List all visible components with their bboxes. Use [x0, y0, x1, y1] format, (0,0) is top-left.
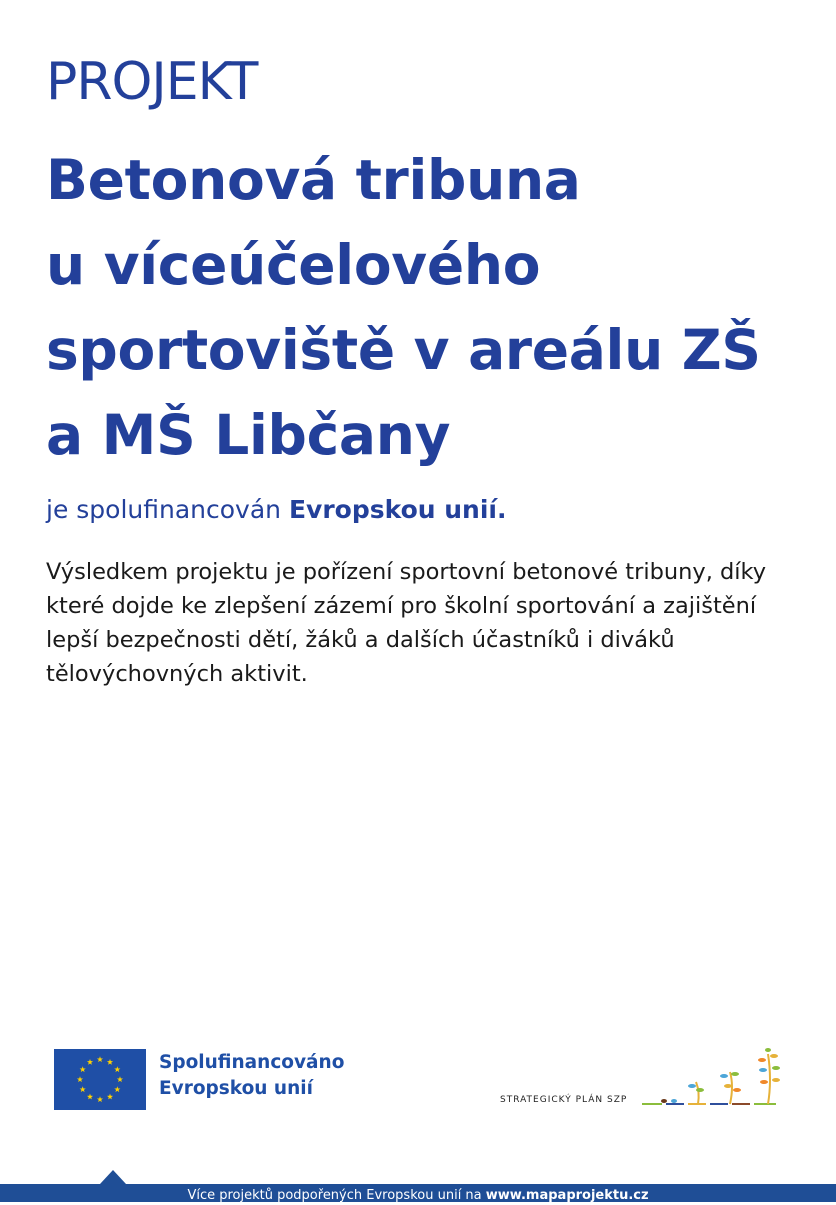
project-kicker: PROJEKT: [46, 52, 258, 112]
description-line: Výsledkem projektu je pořízení sportovní betonové tribuny, díky: [46, 559, 767, 585]
eu-label-line: Spolufinancováno: [159, 1052, 345, 1073]
eu-label-line: Evropskou unií: [159, 1078, 313, 1099]
title-line: a MŠ Libčany: [46, 403, 451, 467]
description-line: lepší bezpečnosti dětí, žáků a dalších účastníků i diváků: [46, 627, 675, 653]
footer-prefix: Více projektů podpořených Evropskou unií na: [187, 1188, 486, 1203]
eu-flag-icon: [54, 1049, 146, 1110]
sprouts-logo-icon: [640, 1046, 790, 1112]
footer-notch: [100, 1170, 126, 1184]
eu-cofinanced-label: [159, 1050, 344, 1102]
szp-logo-text: STRATEGICKÝ PLÁN SZP: [500, 1095, 628, 1105]
project-description: [46, 555, 816, 691]
project-title: [46, 138, 816, 478]
description-line: tělovýchovných aktivit.: [46, 661, 308, 687]
title-line: Betonová tribuna: [46, 148, 581, 212]
cofinancing-emphasis: Evropskou unií.: [288, 495, 507, 524]
cofinancing-prefix: je spolufinancován: [46, 495, 289, 524]
description-line: které dojde ke zlepšení zázemí pro školní sportování a zajištění: [46, 593, 757, 619]
footer-link[interactable]: www.mapaprojektu.cz: [485, 1188, 649, 1203]
footer-text: [0, 1187, 836, 1205]
title-line: sportoviště v areálu ZŠ: [46, 318, 761, 382]
title-line: u víceúčelového: [46, 233, 541, 297]
cofinancing-statement: [46, 492, 507, 528]
